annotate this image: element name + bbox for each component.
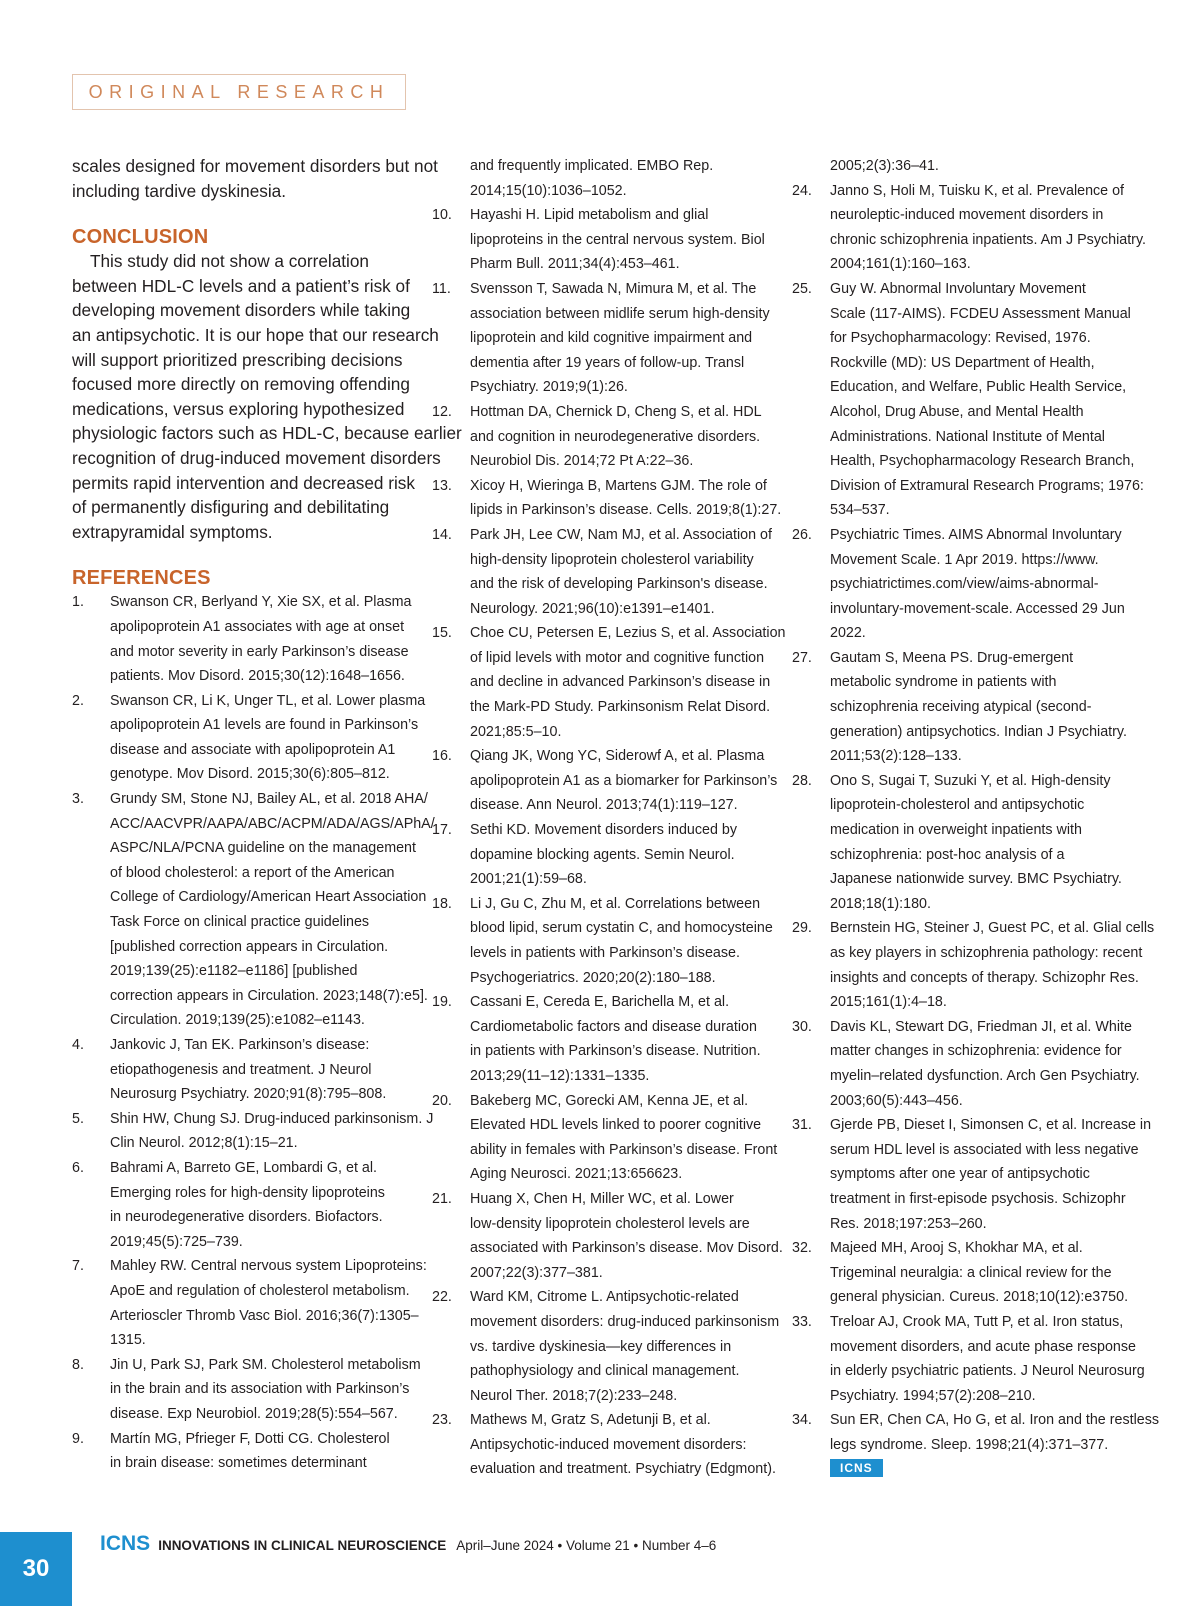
text-line: insights and concepts of therapy. Schizophr Res. [830,969,1139,986]
reference-item [432,1408,774,1482]
reference-number: 16. [432,748,452,765]
text-line: Mahley RW. Central nervous system Lipoproteins: [110,1258,427,1275]
text-line: Svensson T, Sawada N, Mimura M, et al. The [470,280,757,297]
reference-list-col2 [432,154,786,1482]
reference-text [470,203,774,277]
reference-item [72,1033,412,1107]
text-line: high-density lipoprotein cholesterol variability [470,551,754,568]
text-line: ability in females with Parkinson’s disease. Front [470,1141,778,1158]
text-line: levels in patients with Parkinson’s disease. [470,945,740,961]
reference-item [432,744,778,818]
text-line: of blood cholesterol: a report of the American [110,864,395,881]
text-line: Neurobiol Dis. 2014;72 Pt A:22–36. [470,453,694,470]
reference-text [470,1408,776,1482]
text-line: 534–537. [830,502,890,519]
text-line: Treloar AJ, Crook MA, Tutt P, et al. Iron status, [830,1313,1124,1330]
text-line: dementia after 19 years of follow-up. Transl [470,354,745,371]
reference-number: 1. [72,594,84,611]
reference-text [470,892,774,990]
text-line: Swanson CR, Berlyand Y, Xie SX, et al. Plasma [110,594,412,611]
footer-journal-title: INNOVATIONS IN CLINICAL NEUROSCIENCE [158,1538,447,1553]
text-line: 2005;2(3):36–41. [830,158,939,174]
reference-number: 31. [792,1117,812,1134]
reference-item [432,1089,778,1187]
reference-number: 5. [72,1110,84,1127]
reference-item [792,1015,1140,1113]
reference-text [470,1187,783,1285]
reference-number: 26. [792,526,812,543]
text-line: Shin HW, Chung SJ. Drug-induced parkinsonism. J [110,1110,434,1127]
text-line: Cardiometabolic factors and disease duration [470,1018,757,1035]
text-line: 2004;161(1):160–163. [830,256,971,273]
text-line: movement disorders: drug-induced parkinsonism [470,1313,780,1330]
text-line: This study did not show a correlation [90,251,369,272]
reference-text [830,179,1146,277]
text-line: Hayashi H. Lipid metabolism and glial [470,207,709,224]
text-line: ACC/AACVPR/AAPA/ABC/ACPM/ADA/AGS/APhA/ [110,815,435,832]
text-line: blood lipid, serum cystatin C, and homocysteine [470,920,773,937]
reference-number: 2. [72,692,84,709]
text-line: schizophrenia receiving atypical (second- [830,699,1092,716]
reference-item [792,769,1132,917]
text-line: medication in overweight inpatients with [830,822,1082,839]
text-line: scales designed for movement disorders but not [72,156,438,176]
text-line: 2021;85:5–10. [470,723,562,740]
text-line: Emerging roles for high-density lipoproteins [110,1184,385,1201]
text-line: the Mark-PD Study. Parkinsonism Relat Disord. [470,699,771,716]
text-line: Gautam S, Meena PS. Drug-emergent [830,649,1074,666]
text-line: Xicoy H, Wieringa B, Martens GJM. The role of [470,477,767,494]
reference-text [830,1310,1145,1408]
reference-list-col1 [72,590,435,1475]
reference-item [792,646,1132,769]
text-line: low-density lipoprotein cholesterol levels are [470,1215,750,1232]
reference-text [110,689,425,787]
reference-item [432,990,774,1088]
text-line: neuroleptic-induced movement disorders in [830,207,1104,224]
text-line: Scale (117-AIMS). FCDEU Assessment Manual [830,305,1131,322]
reference-text [110,1156,412,1254]
text-line: matter changes in schizophrenia: evidence for [830,1043,1122,1060]
text-line: Hottman DA, Chernick D, Cheng S, et al. HDL [470,403,762,420]
reference-item [792,916,1155,1014]
text-line: disease. Exp Neurobiol. 2019;28(5):554–567. [110,1405,398,1422]
text-line: and the risk of developing Parkinson's disease. [470,576,768,593]
reference-item [432,277,774,400]
text-line: Mathews M, Gratz S, Adetunji B, et al. [470,1412,711,1429]
text-line: for Psychopharmacology: Revised, 1976. [830,330,1091,347]
text-line: 2014;15(10):1036–1052. [470,182,627,199]
text-line: 2022. [830,625,866,642]
reference-number: 30. [792,1018,812,1035]
reference-item [792,179,1146,277]
text-line: Circulation. 2019;139(25):e1082–e1143. [110,1012,365,1029]
reference-continuation [432,154,774,203]
text-line: Cassani E, Cereda E, Barichella M, et al. [470,994,730,1011]
text-line: movement disorders, and acute phase response [830,1338,1136,1355]
text-line: and frequently implicated. EMBO Rep. [470,158,714,174]
reference-number: 21. [432,1190,452,1207]
text-line: metabolic syndrome in patients with [830,674,1057,691]
text-line: lipoprotein and kild cognitive impairment and [470,330,753,347]
reference-item [72,787,435,1033]
text-line: Res. 2018;197:253–260. [830,1215,987,1232]
text-line: Guy W. Abnormal Involuntary Movement [830,280,1086,297]
text-line: lipoprotein-cholesterol and antipsychotic [830,797,1085,814]
text-line: and motor severity in early Parkinson’s disease [110,643,409,660]
footer-issue-info: April–June 2024 • Volume 21 • Number 4–6 [456,1538,717,1553]
text-line: schizophrenia: post-hoc analysis of a [830,846,1065,863]
text-line: and cognition in neurodegenerative disorders. [470,428,761,445]
text-line: medications, versus exploring hypothesized [72,398,405,419]
text-line: will support prioritized prescribing decisions [72,349,403,370]
text-line: an antipsychotic. It is our hope that our research [72,324,439,345]
reference-number: 19. [432,994,452,1011]
text-line: Japanese nationwide survey. BMC Psychiatry. [830,871,1122,888]
text-line: Bakeberg MC, Gorecki AM, Kenna JE, et al. [470,1092,749,1109]
text-line: apolipoprotein A1 associates with age at onset [110,618,405,635]
reference-number: 8. [72,1356,84,1373]
reference-number: 23. [432,1412,452,1429]
text-line: focused more directly on removing offending [72,374,410,395]
text-line: Health, Psychopharmacology Research Branch, [830,453,1135,470]
section-label: ORIGINAL RESEARCH [88,81,390,102]
text-line: pathophysiology and clinical management. [470,1363,740,1380]
reference-number: 15. [432,625,452,642]
column-2 [432,154,786,1482]
reference-text [110,1033,412,1107]
text-line: ApoE and regulation of cholesterol metabolism. [110,1282,410,1299]
reference-text [830,1408,1159,1457]
reference-item [792,1113,1152,1236]
text-line: Psychiatry. 2019;9(1):26. [470,379,628,396]
text-line: Bahrami A, Barreto GE, Lombardi G, et al. [110,1159,377,1176]
text-line: genotype. Mov Disord. 2015;30(6):805–812. [110,766,390,783]
text-line: 2019;45(5):725–739. [110,1233,243,1250]
page-number: 30 [22,1555,50,1582]
text-line: Jin U, Park SJ, Park SM. Cholesterol metabolism [110,1356,421,1373]
reference-text [110,1427,412,1476]
reference-number: 17. [432,822,452,839]
reference-number: 27. [792,649,812,666]
reference-text [830,769,1132,917]
text-line: including tardive dyskinesia. [72,180,287,201]
text-line: Huang X, Chen H, Miller WC, et al. Lower [470,1190,734,1207]
text-line: serum HDL level is associated with less negative [830,1141,1139,1158]
text-line: symptoms after one year of antipsychotic [830,1166,1090,1183]
text-line: in elderly psychiatric patients. J Neurol Neurosurg [830,1363,1145,1380]
reference-text [830,1015,1140,1113]
text-line: Li J, Gu C, Zhu M, et al. Correlations between [470,895,761,912]
reference-item [72,1427,412,1476]
reference-number: 7. [72,1258,84,1275]
text-line: Martín MG, Pfrieger F, Dotti CG. Cholesterol [110,1430,390,1447]
text-line: Sun ER, Chen CA, Ho G, et al. Iron and the restless [830,1412,1159,1429]
reference-text [470,523,774,621]
text-line: physiologic factors such as HDL-C, because earlier [72,423,462,444]
text-line: Arterioscler Thromb Vasc Biol. 2016;36(7):1305– [110,1307,419,1324]
text-line: Aging Neurosci. 2021;13:656623. [470,1166,683,1183]
reference-item [72,689,426,787]
text-line: Rockville (MD): US Department of Health, [830,354,1095,371]
reference-text [470,400,774,474]
text-line: 2011;53(2):128–133. [830,748,962,765]
text-line: in neurodegenerative disorders. Biofactors. [110,1209,383,1226]
text-line: Swanson CR, Li K, Unger TL, et al. Lower plasma [110,692,426,709]
text-line: as key players in schizophrenia pathology: recent [830,945,1143,961]
text-line: apolipoprotein A1 as a biomarker for Parkinson’s [470,772,778,789]
text-line: psychiatrictimes.com/view/aims-abnormal- [830,576,1099,593]
reference-number: 32. [792,1240,812,1257]
footer-brand-logo: ICNS [100,1532,151,1555]
intro-paragraph [72,154,438,203]
reference-item [72,590,412,688]
text-line: treatment in first-episode psychosis. Schizophr [830,1190,1126,1207]
text-line: Psychiatric Times. AIMS Abnormal Involuntary [830,526,1122,543]
text-line: Bernstein HG, Steiner J, Guest PC, et al. Glial cells [830,920,1155,937]
reference-item [792,1408,1159,1457]
reference-item [72,1107,434,1156]
text-line: Majeed MH, Arooj S, Khokhar MA, et al. [830,1240,1083,1257]
text-line: Janno S, Holi M, Tuisku K, et al. Prevalence of [830,182,1125,199]
text-line: Antipsychotic-induced movement disorders: [470,1436,747,1453]
text-line: Neurol Ther. 2018;7(2):233–248. [470,1387,678,1404]
reference-item [72,1254,427,1352]
reference-item [792,277,1144,523]
text-line: extrapyramidal symptoms. [72,521,273,542]
text-line: disease and associate with apolipoprotein A1 [110,741,396,758]
text-line: myelin–related dysfunction. Arch Gen Psychiatry. [830,1067,1140,1084]
reference-text [830,1236,1132,1310]
reference-number: 20. [432,1092,452,1109]
text-line: of lipid levels with motor and cognitive function [470,649,765,666]
text-line: recognition of drug-induced movement disorders [72,447,441,468]
text-line: in patients with Parkinson’s disease. Nutrition. [470,1043,761,1060]
text-line: disease. Ann Neurol. 2013;74(1):119–127. [470,797,738,814]
reference-text [830,646,1132,769]
text-line: Psychogeriatrics. 2020;20(2):180–188. [470,969,716,986]
column-3 [792,154,1159,1477]
reference-item [432,1285,780,1408]
text-line: Alcohol, Drug Abuse, and Mental Health [830,403,1084,420]
reference-item [432,523,774,621]
text-line: College of Cardiology/American Heart Association [110,889,427,906]
text-line: lipoproteins in the central nervous system. Biol [470,231,765,248]
reference-number: 6. [72,1159,84,1176]
text-line: 2015;161(1):4–18. [830,994,947,1011]
reference-item [432,474,782,523]
text-line: 2001;21(1):59–68. [470,871,587,888]
conclusion-heading: CONCLUSION [72,226,209,249]
text-line: of permanently disfiguring and debilitating [72,497,390,518]
reference-item [792,1236,1132,1310]
text-line: correction appears in Circulation. 2023;148(7):e5]. [110,987,428,1004]
page-number-block [0,1532,72,1606]
text-line: Education, and Welfare, Public Health Service, [830,379,1127,396]
text-line: lipids in Parkinson’s disease. Cells. 2019;8(1):27. [470,502,782,519]
text-line: Davis KL, Stewart DG, Friedman JI, et al. White [830,1018,1132,1035]
text-line: Ono S, Sugai T, Suzuki Y, et al. High-density [830,772,1111,789]
reference-text [470,818,774,892]
text-line: Sethi KD. Movement disorders induced by [470,822,738,839]
reference-text [470,990,774,1088]
text-line: 1315. [110,1332,146,1349]
reference-text [830,1113,1151,1236]
section-label-box [72,74,406,110]
reference-item [432,203,774,277]
reference-number: 12. [432,403,452,420]
text-line: in brain disease: sometimes determinant [110,1455,367,1472]
text-line: general physician. Cureus. 2018;10(12):e3750. [830,1289,1129,1306]
reference-number: 9. [72,1430,84,1447]
text-line: Trigeminal neuralgia: a clinical review for the [830,1264,1112,1281]
reference-item [792,523,1132,646]
reference-number: 10. [432,207,452,224]
footer [100,1532,716,1558]
reference-text [110,590,412,688]
text-line: Movement Scale. 1 Apr 2019. https://www. [830,551,1099,568]
reference-number: 28. [792,772,812,789]
text-line: ASPC/NLA/PCNA guideline on the management [110,840,416,857]
text-line: dopamine blocking agents. Semin Neurol. [470,846,735,863]
text-line: associated with Parkinson’s disease. Mov Disord. [470,1240,783,1257]
text-line: vs. tardive dyskinesia—key differences in [470,1338,732,1355]
reference-text [470,474,781,523]
reference-number: 4. [72,1037,84,1053]
text-line: Grundy SM, Stone NJ, Bailey AL, et al. 2018 AHA/ [110,791,428,808]
reference-number: 24. [792,182,812,199]
reference-text [470,744,777,818]
text-line: Ward KM, Citrome L. Antipsychotic-related [470,1289,739,1306]
text-line: Clin Neurol. 2012;8(1):15–21. [110,1135,298,1152]
reference-text [110,787,435,1033]
text-line: patients. Mov Disord. 2015;30(12):1648–1656. [110,668,405,685]
text-line: evaluation and treatment. Psychiatry (Edgmont). [470,1461,776,1478]
text-line: Park JH, Lee CW, Nam MJ, et al. Association of [470,526,772,543]
reference-item [792,1310,1145,1408]
reference-text [470,621,786,744]
reference-list-col3 [792,154,1159,1457]
reference-number: 29. [792,920,812,937]
reference-number: 25. [792,280,812,297]
end-mark-badge: ICNS [830,1459,883,1477]
reference-text [110,1353,421,1427]
text-line: chronic schizophrenia inpatients. Am J Psychiatry. [830,231,1146,248]
text-line: 2003;60(5):443–456. [830,1092,963,1109]
reference-number: 14. [432,526,452,543]
text-line: permits rapid intervention and decreased risk [72,472,415,493]
text-line: 2018;18(1):180. [830,895,931,912]
reference-number: 11. [432,280,451,297]
text-line: Division of Extramural Research Programs; 1976: [830,477,1144,494]
text-line: Choe CU, Petersen E, Lezius S, et al. Association [470,625,786,642]
text-line: 2013;29(11–12):1331–1335. [470,1067,650,1084]
reference-item [432,400,774,474]
reference-text [830,916,1154,1014]
text-line: 2019;139(25):e1182–e1186] [published [110,963,358,980]
reference-number: 33. [792,1313,812,1330]
reference-item [432,621,786,744]
text-line: Jankovic J, Tan EK. Parkinson’s disease: [110,1037,370,1053]
text-line: Administrations. National Institute of Mental [830,428,1105,445]
reference-number: 3. [72,791,84,808]
references-heading: REFERENCES [72,567,211,590]
text-line: and decline in advanced Parkinson’s disease in [470,674,771,691]
text-line: apolipoprotein A1 levels are found in Parkinson’s [110,717,419,734]
text-line: association between midlife serum high-density [470,305,770,322]
reference-text [470,1285,779,1408]
text-line: between HDL-C levels and a patient’s risk of [72,275,410,296]
reference-text [110,1254,427,1352]
reference-text [830,277,1144,523]
reference-continuation [792,154,1132,179]
text-line: Psychiatry. 1994;57(2):208–210. [830,1387,1036,1404]
text-line: Neurology. 2021;96(10):e1391–e1401. [470,600,715,617]
reference-number: 13. [432,477,452,494]
text-line: Qiang JK, Wong YC, Siderowf A, et al. Plasma [470,748,765,765]
text-line: Elevated HDL levels linked to poorer cognitive [470,1117,762,1134]
reference-text [470,277,774,400]
text-line: Pharm Bull. 2011;34(4):453–461. [470,256,680,273]
reference-number: 22. [432,1289,452,1306]
reference-item [432,1187,783,1285]
text-line: involuntary-movement-scale. Accessed 29 Jun [830,600,1125,617]
reference-item [72,1156,412,1254]
reference-item [432,818,774,892]
reference-item [72,1353,421,1427]
reference-text [470,1089,777,1187]
text-line: developing movement disorders while taking [72,300,411,321]
text-line: generation) antipsychotics. Indian J Psychiatry. [830,723,1127,740]
text-line: Task Force on clinical practice guidelines [110,914,370,931]
reference-number: 18. [432,895,452,912]
reference-text [830,523,1132,646]
reference-text [110,1107,433,1156]
text-line: Neurosurg Psychiatry. 2020;91(8):795–808. [110,1086,387,1103]
text-line: legs syndrome. Sleep. 1998;21(4):371–377. [830,1436,1109,1453]
text-line: in the brain and its association with Parkinson’s [110,1381,410,1398]
text-line: 2007;22(3):377–381. [470,1264,603,1281]
text-line: Gjerde PB, Dieset I, Simonsen C, et al. Increase in [830,1117,1152,1134]
reference-item [432,892,774,990]
reference-number: 34. [792,1412,812,1429]
text-line: [published correction appears in Circulation. [110,938,389,955]
text-line: etiopathogenesis and treatment. J Neurol [110,1061,372,1078]
